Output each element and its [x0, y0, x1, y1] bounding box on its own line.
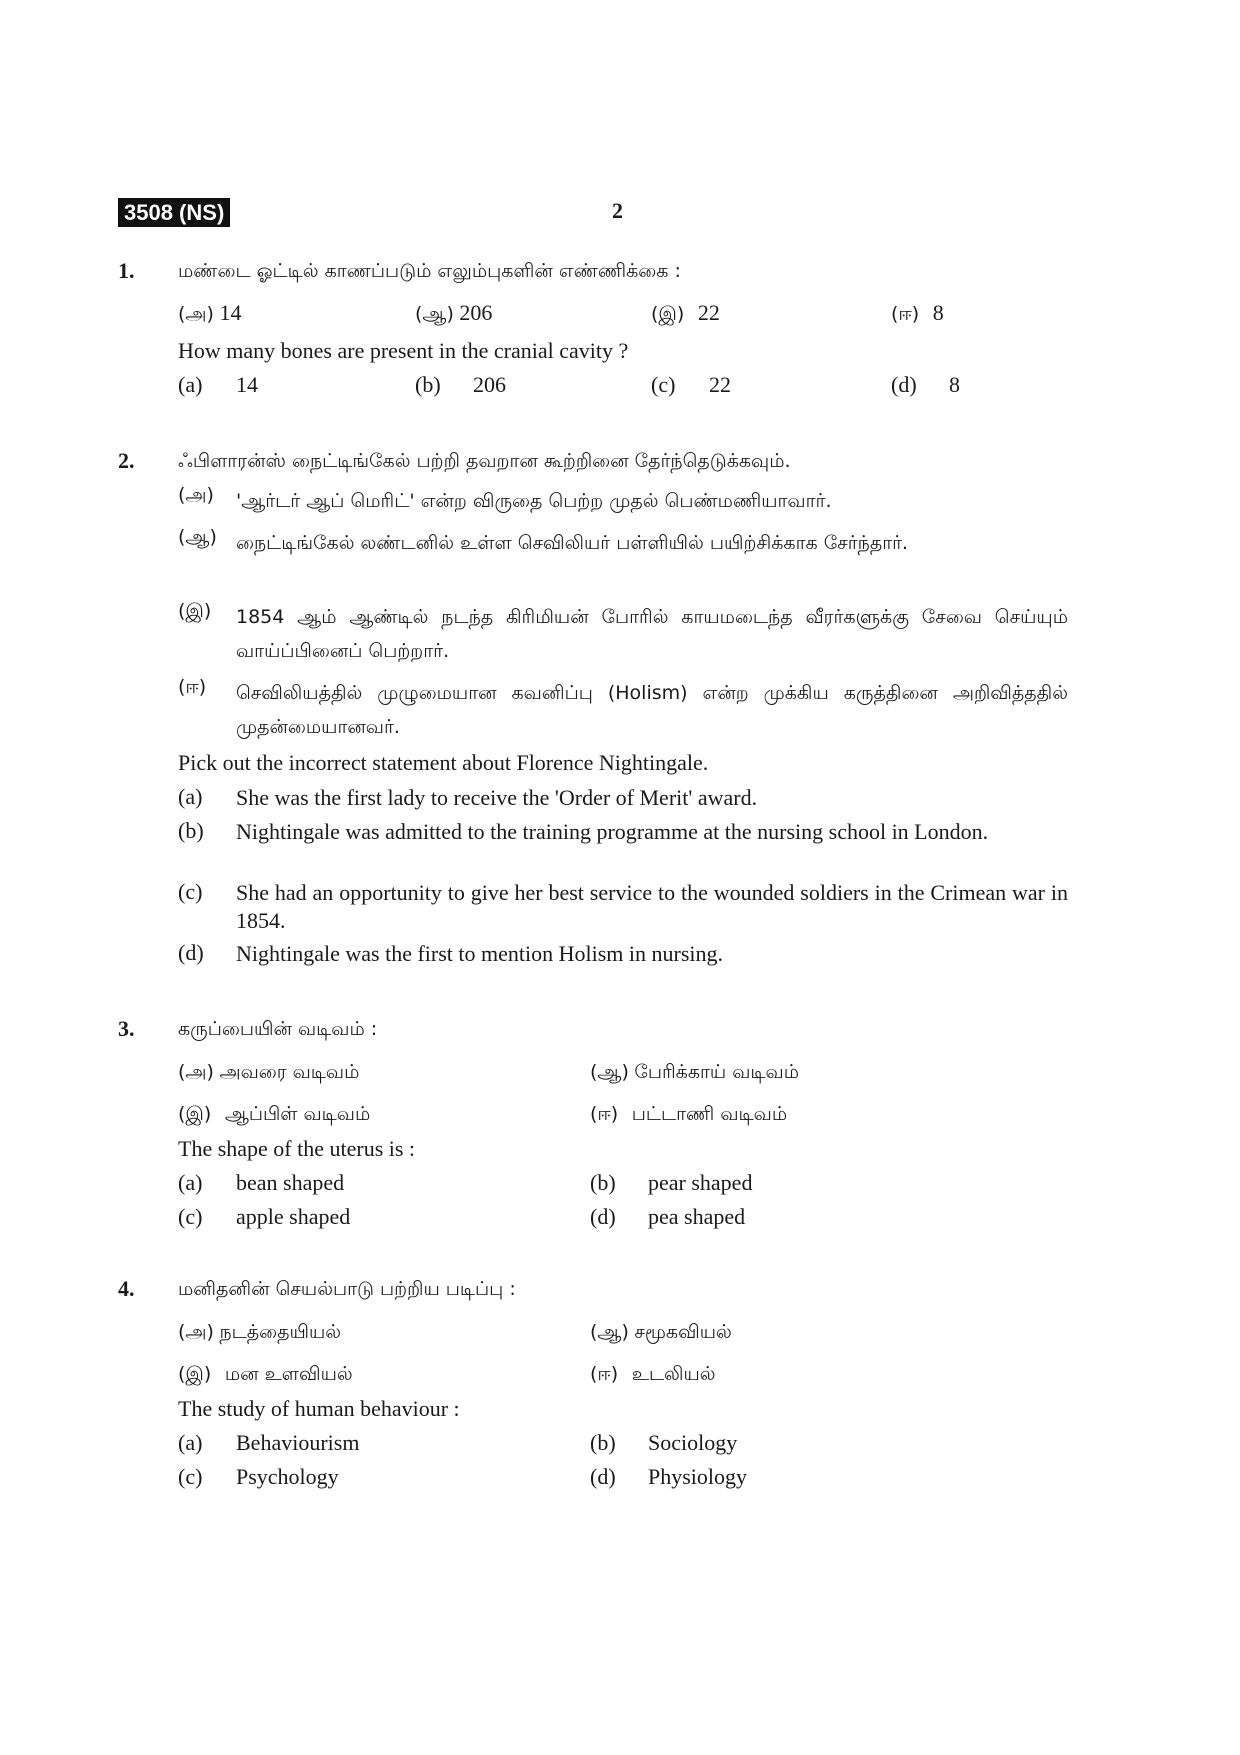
q3-tamil-option-c: (இ) ஆப்பிள் வடிவம் [178, 1103, 371, 1125]
q2-english-option-c: (c) She had an opportunity to give her best service to the wounded soldiers in the Crimean war in 1854. [178, 879, 1068, 933]
question-4-tamil: மனிதனின் செயல்பாடு பற்றிய படிப்பு : [178, 1278, 516, 1300]
question-1-english: How many bones are present in the cranial cavity ? [178, 338, 629, 363]
q1-english-option-b: (b) 206 [415, 372, 506, 397]
q4-tamil-option-a: (அ) நடத்தையியல் [178, 1321, 342, 1343]
q2-tamil-option-b: (ஆ) நைட்டிங்கேல் லண்டனில் உள்ள செவிலியர் பள்ளியில் பயிற்சிக்காக சேர்ந்தார். [178, 526, 909, 554]
q2-tamil-option-d: (ஈ) செவிலியத்தில் முழுமையான கவனிப்பு (Holism) என்ற முக்கிய கருத்தினை அறிவித்ததில் முதன்மையானவர். [178, 676, 1068, 738]
q1-tamil-option-a: (அ) 14 [178, 300, 242, 325]
q4-tamil-option-b: (ஆ) சமூகவியல் [590, 1321, 732, 1343]
q1-tamil-option-c: (இ) 22 [651, 300, 720, 325]
q4-tamil-option-d: (ஈ) உடலியல் [590, 1363, 716, 1385]
q4-tamil-option-c: (இ) மன உளவியல் [178, 1363, 353, 1385]
q2-tamil-option-c: (இ) 1854 ஆம் ஆண்டில் நடந்த கிரிமியன் போரில் காயமடைந்த வீரர்களுக்கு சேவை செய்யும் வாய்ப்பினைப் பெற்றார். [178, 600, 1068, 662]
q2-english-option-b: (b) Nightingale was admitted to the training programme at the nursing school in London. [178, 818, 989, 844]
q1-tamil-option-b: (ஆ) 206 [415, 300, 493, 325]
question-2-number: 2. [118, 448, 135, 473]
question-3-number: 3. [118, 1016, 135, 1041]
q3-english-option-b: (b) pear shaped [590, 1170, 753, 1195]
q3-english-option-d: (d) pea shaped [590, 1204, 746, 1229]
q2-english-option-a: (a) She was the first lady to receive the 'Order of Merit' award. [178, 784, 758, 810]
q1-english-option-d: (d) 8 [891, 372, 960, 397]
question-1-number: 1. [118, 258, 135, 283]
q3-english-option-a: (a) bean shaped [178, 1170, 345, 1195]
q4-english-option-a: (a) Behaviourism [178, 1430, 360, 1455]
question-3-tamil: கருப்பையின் வடிவம் : [178, 1018, 378, 1040]
q1-english-option-c: (c) 22 [651, 372, 731, 397]
q2-tamil-option-a: (அ) 'ஆர்டர் ஆப் மெரிட்' என்ற விருதை பெற்ற முதல் பெண்மணியாவார். [178, 484, 832, 512]
question-4-english: The study of human behaviour : [178, 1396, 460, 1421]
page-number: 2 [612, 198, 623, 223]
question-1-tamil: மண்டை ஓட்டில் காணப்படும் எலும்புகளின் எண்ணிக்கை : [178, 260, 681, 282]
question-2-english: Pick out the incorrect statement about Florence Nightingale. [178, 750, 709, 775]
q1-english-option-a: (a) 14 [178, 372, 258, 397]
question-4-number: 4. [118, 1276, 135, 1301]
q1-tamil-option-d: (ஈ) 8 [891, 300, 944, 325]
q4-english-option-b: (b) Sociology [590, 1430, 738, 1455]
q2-english-option-d: (d) Nightingale was the first to mention Holism in nursing. [178, 940, 724, 966]
question-3-english: The shape of the uterus is : [178, 1136, 416, 1161]
question-2-tamil: ஃபிளாரன்ஸ் நைட்டிங்கேல் பற்றி தவறான கூற்றினை தேர்ந்தெடுக்கவும். [178, 450, 791, 472]
q3-english-option-c: (c) apple shaped [178, 1204, 351, 1229]
q3-tamil-option-d: (ஈ) பட்டாணி வடிவம் [590, 1103, 788, 1125]
q4-english-option-d: (d) Physiology [590, 1464, 748, 1489]
paper-code-badge: 3508 (NS) [118, 198, 230, 227]
q3-tamil-option-a: (அ) அவரை வடிவம் [178, 1061, 360, 1083]
q4-english-option-c: (c) Psychology [178, 1464, 339, 1489]
q3-tamil-option-b: (ஆ) பேரிக்காய் வடிவம் [590, 1061, 800, 1083]
